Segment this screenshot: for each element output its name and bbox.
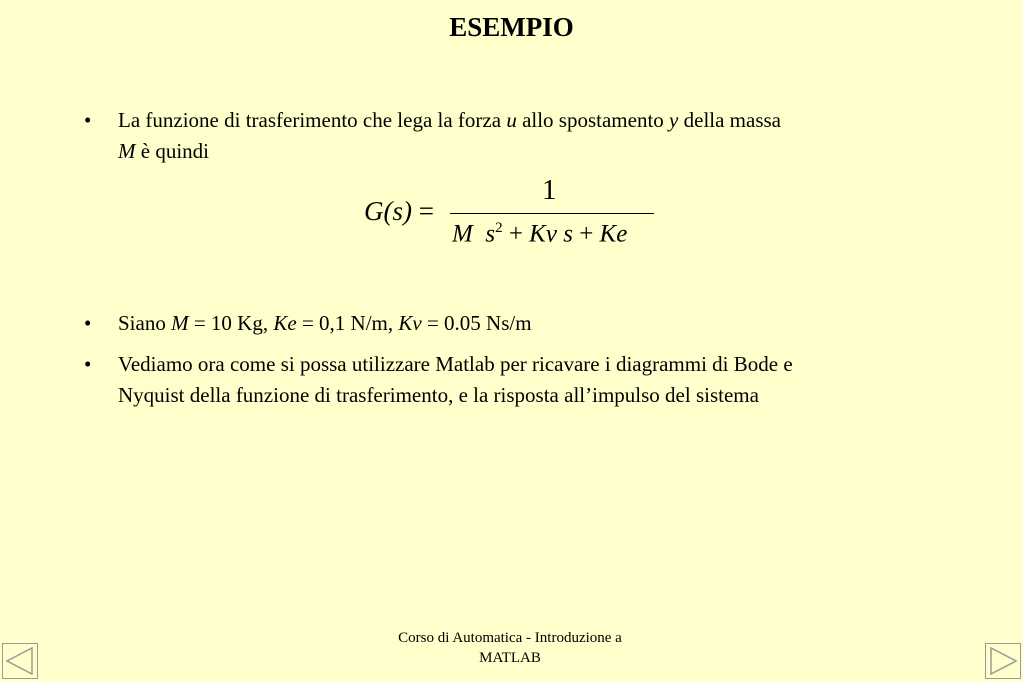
bullet-text-matlab	[118, 349, 793, 411]
formula-denominator: M $s^2 + Kv$ s + Ke	[452, 220, 628, 248]
variable-M: M	[171, 311, 189, 335]
next-slide-button[interactable]	[985, 643, 1021, 679]
triangle-right-icon	[986, 644, 1020, 678]
bullet-marker: •	[84, 108, 92, 132]
footer-line: Corso di Automatica - Introduzione a	[398, 630, 622, 646]
variable-Ke: Ke	[273, 311, 297, 335]
formula-lhs: G(s) =	[364, 196, 434, 226]
text-segment: Siano	[118, 311, 172, 335]
bullet-marker: •	[84, 352, 92, 376]
variable-Kv: Kv	[398, 311, 422, 335]
bullet-marker: •	[84, 311, 92, 335]
bullet-text-parameters	[118, 308, 532, 339]
text-segment: = 10 Kg,	[188, 311, 274, 335]
text-segment: = 0.05 Ns/m	[421, 311, 532, 335]
text-segment: La funzione di trasferimento che lega la forza	[118, 108, 507, 132]
slide-title: ESEMPIO	[449, 12, 574, 42]
variable-M: M	[118, 139, 136, 163]
text-segment: è quindi	[135, 139, 209, 163]
triangle-left-icon	[3, 644, 37, 678]
text-line: Nyquist della funzione di trasferimento, e la risposta all’impulso del sistema	[118, 383, 759, 407]
text-line: Vediamo ora come si possa utilizzare Matlab per ricavare i diagrammi di Bode e	[118, 352, 793, 376]
formula-numerator: 1	[542, 174, 557, 206]
variable-u: u	[506, 108, 517, 132]
text-segment: allo spostamento	[516, 108, 670, 132]
fraction-bar	[450, 213, 654, 214]
text-segment: = 0,1 N/m,	[296, 311, 399, 335]
text-segment: della massa	[678, 108, 782, 132]
variable-y: y	[669, 108, 679, 132]
transfer-function-formula	[364, 172, 664, 252]
previous-slide-button[interactable]	[2, 643, 38, 679]
bullet-text-transfer-function	[118, 105, 781, 167]
footer-line: MATLAB	[479, 650, 541, 666]
slide-footer	[360, 628, 660, 668]
